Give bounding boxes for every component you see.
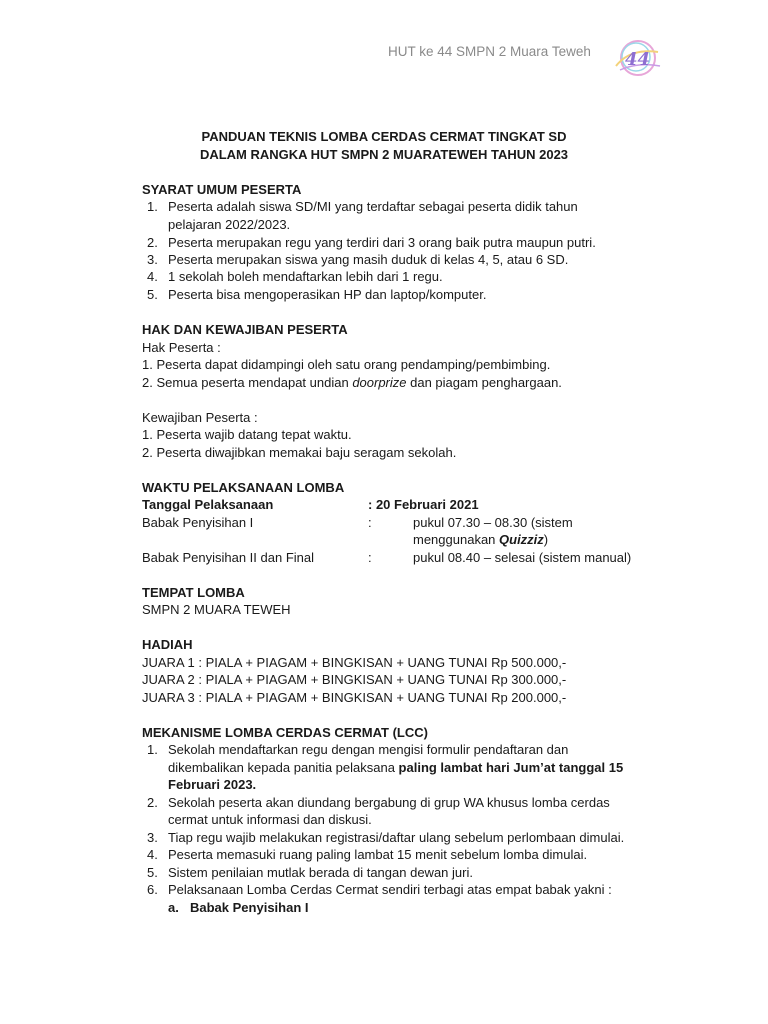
- section-heading-mekanisme: MEKANISME LOMBA CERDAS CERMAT (LCC): [142, 725, 428, 740]
- deadline-emphasis-continuation: Februari 2023.: [168, 777, 257, 792]
- hut-logo-icon: [612, 36, 664, 80]
- hak-label: Hak Peserta :: [142, 340, 221, 355]
- list-item: Peserta adalah siswa SD/MI yang terdaftar sebagai peserta didik tahun: [168, 199, 578, 214]
- page-header-text: HUT ke 44 SMPN 2 Muara Teweh: [388, 44, 591, 59]
- babak2-value: pukul 08.40 – selesai (sistem manual): [413, 550, 632, 565]
- hadiah-item: JUARA 2 : PIALA + PIAGAM + BINGKISAN + UANG TUNAI Rp 300.000,-: [142, 672, 567, 687]
- tempat-value: SMPN 2 MUARA TEWEH: [142, 602, 291, 617]
- list-item: Peserta merupakan siswa yang masih duduk di kelas 4, 5, atau 6 SD.: [168, 252, 569, 267]
- kewajiban-item: 1. Peserta wajib datang tepat waktu.: [142, 427, 352, 442]
- list-number: 2.: [147, 795, 158, 810]
- document-title-line1: PANDUAN TEKNIS LOMBA CERDAS CERMAT TINGKAT SD: [201, 129, 567, 144]
- deadline-emphasis: paling lambat hari Jum’at tanggal 15: [398, 760, 624, 775]
- list-item: 1 sekolah boleh mendaftarkan lebih dari 1 regu.: [168, 269, 443, 284]
- document-title-line2: DALAM RANGKA HUT SMPN 2 MUARATEWEH TAHUN 2023: [199, 147, 569, 162]
- list-number: 1.: [147, 742, 158, 757]
- quizziz-emphasis: Quizziz: [499, 532, 544, 547]
- kewajiban-item: 2. Peserta diwajibkan memakai baju seragam sekolah.: [142, 445, 457, 460]
- logo-text: 44: [625, 49, 651, 70]
- list-number: 4.: [147, 847, 158, 862]
- list-item: Sistem penilaian mutlak berada di tangan dewan juri.: [168, 865, 473, 880]
- list-number: 3.: [147, 252, 158, 267]
- section-heading-tempat: TEMPAT LOMBA: [142, 585, 245, 600]
- tanggal-value: : 20 Februari 2021: [368, 497, 479, 512]
- list-item: Pelaksanaan Lomba Cerdas Cermat sendiri terbagi atas empat babak yakni :: [168, 882, 612, 897]
- colon: :: [368, 515, 372, 530]
- list-number: 6.: [147, 882, 158, 897]
- list-number: 5.: [147, 287, 158, 302]
- list-number: 1.: [147, 199, 158, 214]
- babak1-label: Babak Penyisihan I: [142, 515, 254, 530]
- list-item: Peserta memasuki ruang paling lambat 15 menit sebelum lomba dimulai.: [168, 847, 588, 862]
- colon: :: [368, 550, 372, 565]
- list-number: 5.: [147, 865, 158, 880]
- list-item-continuation: cermat untuk informasi dan diskusi.: [168, 812, 372, 827]
- section-heading-syarat: SYARAT UMUM PESERTA: [142, 182, 302, 197]
- sub-list-item: Babak Penyisihan I: [190, 900, 309, 915]
- list-item-continuation: pelajaran 2022/2023.: [168, 217, 291, 232]
- list-item: Peserta bisa mengoperasikan HP dan laptop/komputer.: [168, 287, 487, 302]
- section-heading-waktu: WAKTU PELAKSANAAN LOMBA: [142, 480, 345, 495]
- babak1-value-continuation: menggunakan Quizziz): [413, 532, 549, 547]
- sub-list-letter: a.: [168, 900, 179, 915]
- list-item: Peserta merupakan regu yang terdiri dari 3 orang baik putra maupun putri.: [168, 235, 596, 250]
- list-item-continuation: dikembalikan kepada panitia pelaksana paling lambat hari Jum’at tanggal 15: [168, 760, 624, 775]
- doorprize-emphasis: doorprize: [352, 375, 407, 390]
- list-item: Sekolah peserta akan diundang bergabung di grup WA khusus lomba cerdas: [168, 795, 610, 810]
- hadiah-item: JUARA 1 : PIALA + PIAGAM + BINGKISAN + UANG TUNAI Rp 500.000,-: [142, 655, 567, 670]
- tanggal-label: Tanggal Pelaksanaan: [142, 497, 274, 512]
- hak-item: 1. Peserta dapat didampingi oleh satu orang pendamping/pembimbing.: [142, 357, 551, 372]
- kewajiban-label: Kewajiban Peserta :: [142, 410, 258, 425]
- hak-item: 2. Semua peserta mendapat undian doorprize dan piagam penghargaan.: [142, 375, 562, 390]
- babak2-label: Babak Penyisihan II dan Final: [142, 550, 314, 565]
- list-number: 3.: [147, 830, 158, 845]
- section-heading-hak: HAK DAN KEWAJIBAN PESERTA: [142, 322, 348, 337]
- list-item: Sekolah mendaftarkan regu dengan mengisi formulir pendaftaran dan: [168, 742, 569, 757]
- list-number: 2.: [147, 235, 158, 250]
- list-item: Tiap regu wajib melakukan registrasi/daftar ulang sebelum perlombaan dimulai.: [168, 830, 625, 845]
- hadiah-item: JUARA 3 : PIALA + PIAGAM + BINGKISAN + UANG TUNAI Rp 200.000,-: [142, 690, 567, 705]
- list-number: 4.: [147, 269, 158, 284]
- section-heading-hadiah: HADIAH: [142, 637, 193, 652]
- babak1-value: pukul 07.30 – 08.30 (sistem: [413, 515, 573, 530]
